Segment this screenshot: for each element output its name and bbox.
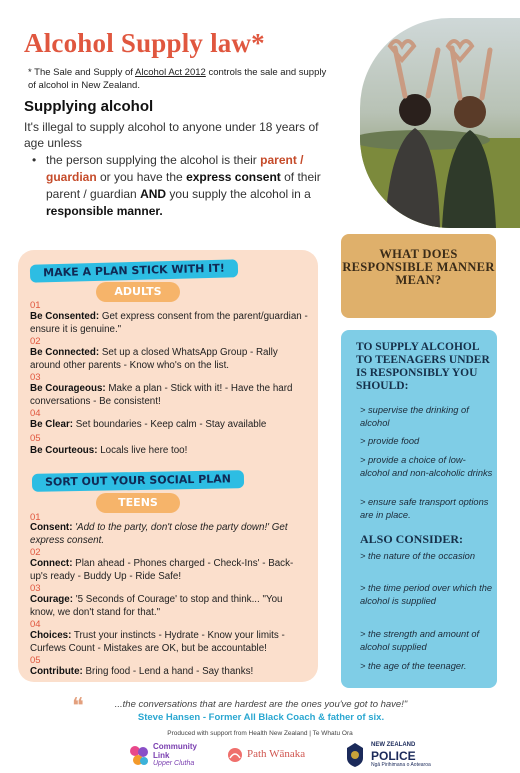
bullet-emphasis: AND [140,187,167,201]
plan-item [30,445,310,458]
social-item [30,630,310,655]
plan-item [30,383,310,408]
plan-item-text: Make a plan - Stick with it! - Have the hard conversations - Be consistent! [30,383,293,407]
bullet-text: of their parent / guardian [46,170,321,201]
bullet-text: you supply the alcohol in a [166,187,311,201]
social-item-text: Bring food - Lend a hand - Say thanks! [82,666,254,677]
consider-item: > the strength and amount of alcohol supplied [360,629,480,652]
plan-item-text: Set boundaries - Keep calm - Stay available [73,419,267,430]
link-text: Link [153,751,170,760]
social-item [30,522,310,547]
bullet-dot-icon: • [32,153,37,167]
item-number: 02 [30,336,41,347]
bullet-emphasis: responsible manner. [46,204,163,218]
plan-item-label: Be Courteous: [30,445,98,456]
item-number: 02 [30,547,41,558]
social-item [30,594,310,619]
act-note-suffix: controls the sale and supply of alcohol in New Zealand. [28,67,327,91]
community-text: Community [153,742,197,751]
bullet-emphasis: parent / guardian [46,153,304,184]
item-number: 03 [30,372,41,383]
plan-item [30,419,310,432]
path-wanaka-mark-icon [227,746,243,764]
bullet-text: the person supplying the alcohol is their [46,153,261,167]
social-item-text: Plan ahead - Phones charged - Check-Ins' - Back-up's ready - Buddy Up - Ride Safe! [30,558,294,582]
act-link[interactable]: Alcohol Act 2012 [135,67,206,78]
responsible-item: > ensure safe transport options are in place. [360,497,489,520]
nz-police-logo [345,742,455,770]
social-item-label: Contribute: [30,666,83,677]
quote-icon: ❝ [72,694,84,719]
social-item [30,558,310,583]
item-number: 05 [30,433,41,444]
plan-item-text: Get express consent from the parent/guardian - ensure it is genuine." [30,311,308,335]
page-title: Alcohol Supply law* [24,28,265,58]
social-item-label: Courage: [30,594,74,605]
consider-item: > the nature of the occasion [360,551,475,561]
plan-item-text: Set up a closed WhatsApp Group - Rally around other parents - Know who's on the list. [30,347,278,371]
question-text: WHAT DOES RESPONSIBLE MANNER MEAN? [342,247,495,287]
item-number: 01 [30,300,41,311]
plan-item-label: Be Connected: [30,347,100,358]
supplying-intro: It's illegal to supply alcohol to anyone under 18 years of age unless [24,120,319,150]
plan-item-label: Be Courageous: [30,383,106,394]
police-badge-icon [345,742,365,768]
item-number: 01 [30,512,41,523]
upper-clutha-text: Upper Clutha [153,760,195,767]
social-item-label: Connect: [30,558,73,569]
consider-item: > the time period over which the alcohol is supplied [360,583,493,606]
produced-credit: Produced with support from Health New Zealand | Te Whatu Ora [167,730,353,737]
police-text: POLICE [371,749,416,763]
social-item-label: Consent: [30,522,73,533]
bullet-text: or you have the [96,170,187,184]
plan-item-label: Be Clear: [30,419,74,430]
police-sub-text: Ngā Pirihimana o Aotearoa [371,762,431,768]
hero-photo [360,18,520,228]
item-number: 03 [30,583,41,594]
bullet-emphasis: express consent [186,170,281,184]
item-number: 05 [30,655,41,666]
responsible-item: > provide food [360,436,420,446]
social-item-text: 'Add to the party, don't close the party down!' Get express consent. [30,522,288,546]
social-item [30,666,310,679]
social-item-label: Choices: [30,630,72,641]
community-link-mark-icon [128,744,150,768]
quote-attribution: Steve Hansen - Former All Black Coach & father of six. [137,712,385,723]
act-note [28,66,328,92]
social-item-text: '5 Seconds of Courage' to stop and think... "You know, we don't stand for that." [30,594,283,618]
also-consider-heading: ALSO CONSIDER: [360,532,464,546]
supplying-heading: Supplying alcohol [24,98,154,115]
social-banner: SORT OUT YOUR SOCIAL PLAN [32,470,244,492]
act-note-prefix: * The Sale and Supply of [28,67,136,78]
plan-item-label: Be Consented: [30,311,100,322]
supplying-bullet [32,152,331,220]
responsible-item: > supervise the drinking of alcohol [360,405,469,428]
item-number: 04 [30,408,41,419]
plan-item [30,347,310,372]
responsible-heading: TO SUPPLY ALCOHOL TO TEENAGERS UNDER IS RESPONSIBLY YOU SHOULD: [356,341,490,392]
path-wanaka-logo [227,744,327,770]
teens-pill: TEENS [96,493,180,513]
plan-banner: MAKE A PLAN STICK WITH IT! [30,259,238,282]
adults-pill: ADULTS [96,282,180,302]
community-link-logo [128,742,238,770]
item-number: 04 [30,619,41,630]
plan-item-text: Locals live here too! [97,445,188,456]
plan-item [30,311,310,336]
social-item-text: Trust your instincts - Hydrate - Know your limits - Curfews Count - Mistakes are OK, but be accountable! [30,630,285,654]
quote-text: ...the conversations that are hardest are the ones you've got to have!" [114,699,408,710]
path-wanaka-text: Path Wānaka [247,748,306,760]
responsible-item: > provide a choice of low-alcohol and non-alcoholic drinks [360,455,493,478]
consider-item: > the age of the teenager. [360,661,467,671]
police-top-text: NEW ZEALAND [371,742,416,748]
